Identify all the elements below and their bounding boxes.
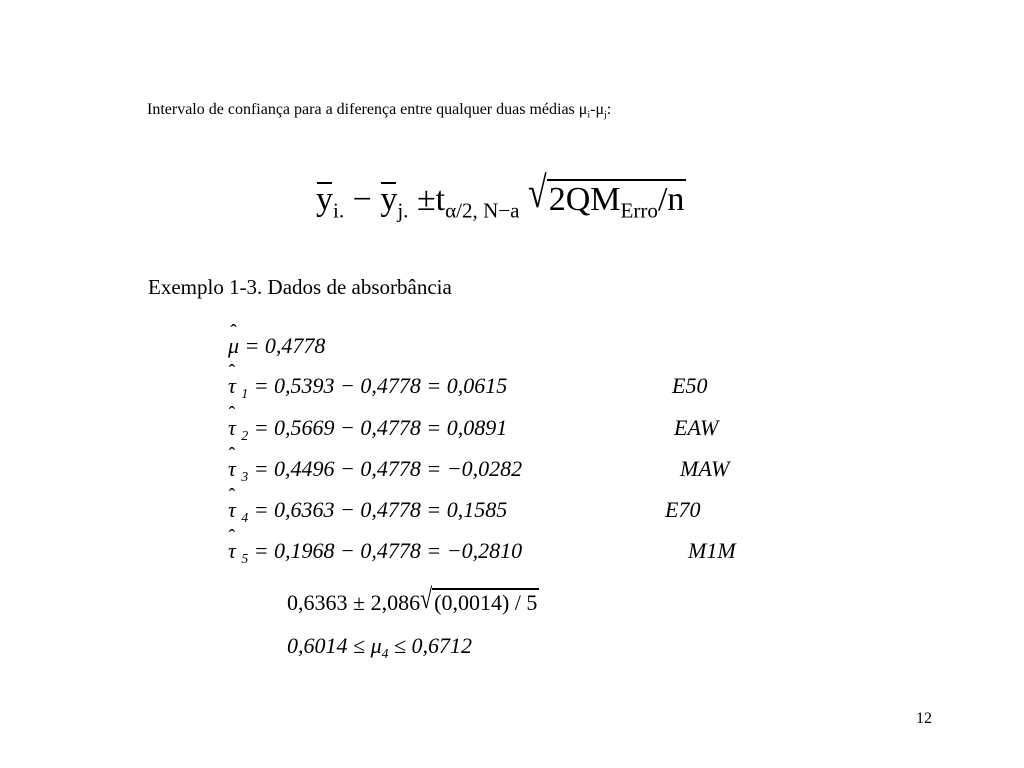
tau-hat-symbol: ˆ τ: [228, 497, 236, 523]
tau-expr: = 0,4496 − 0,4778 = −0,0282: [253, 456, 523, 481]
interval-result: [287, 633, 472, 659]
minus-sign: −: [352, 181, 372, 218]
page-number: 12: [916, 710, 932, 727]
tau-hat-symbol: ˆ τ: [228, 538, 236, 564]
estimate-tau-1: [228, 373, 708, 401]
interval-low: 0,6014 ≤: [287, 633, 366, 658]
tau-subscript: 3: [241, 468, 249, 484]
heading-dash: -: [590, 101, 596, 118]
tau-expr: = 0,1968 − 0,4778 = −0,2810: [253, 538, 523, 563]
ybar-j-sub: j.: [397, 198, 409, 223]
tau-hat-symbol: ˆ τ: [228, 456, 236, 482]
heading-colon: :: [606, 101, 612, 118]
sqrt-icon: √: [528, 169, 547, 218]
slide-heading: [147, 101, 611, 119]
treatment-label: E50: [672, 373, 708, 398]
mu-hat-symbol: ˆ μ: [228, 333, 239, 359]
interval-radicand: (0,0014) / 5: [434, 590, 538, 615]
ybar-j: y: [380, 181, 398, 218]
heading-mu-j: μ: [595, 101, 605, 118]
tau-subscript: 4: [241, 509, 249, 525]
slash-n: /n: [657, 181, 685, 218]
heading-mu-i: μ: [578, 101, 588, 118]
qm-text: 2QM: [548, 181, 621, 218]
sqrt-icon: √: [420, 582, 433, 615]
tau-hat-symbol: ˆ τ: [228, 373, 236, 399]
tau-expr: = 0,5393 − 0,4778 = 0,0615: [253, 373, 508, 398]
treatment-label: EAW: [674, 415, 719, 440]
tau-subscript: 5: [241, 550, 249, 566]
estimate-tau-5: [228, 538, 736, 566]
ybar-i-sub: i.: [333, 198, 345, 223]
interval-mu-sub: 4: [381, 645, 389, 661]
treatment-label: M1M: [688, 538, 736, 563]
treatment-label: E70: [665, 497, 701, 522]
interval-mu: μ: [370, 633, 382, 658]
interval-high: ≤ 0,6712: [393, 633, 473, 658]
tau-subscript: 1: [241, 385, 249, 401]
tau-hat-symbol: ˆ τ: [228, 415, 236, 441]
estimate-tau-4: [228, 497, 701, 525]
estimate-tau-3: [228, 456, 730, 484]
estimate-tau-2: [228, 415, 719, 443]
treatment-label: MAW: [680, 456, 730, 481]
t-symbol: t: [435, 181, 446, 218]
heading-text: Intervalo de confiança para a diferença entre qualquer duas médias: [147, 101, 579, 118]
interval-prefix: 0,6363 ± 2,086: [287, 590, 421, 615]
t-subscript: α/2, N−a: [445, 198, 520, 223]
tau-expr: = 0,6363 − 0,4778 = 0,1585: [253, 497, 508, 522]
sqrt-radicand: [547, 179, 687, 223]
tau-expr: = 0,5669 − 0,4778 = 0,0891: [253, 415, 508, 440]
ci-formula: [316, 169, 686, 223]
heading-sub-j: j: [604, 109, 607, 121]
heading-sub-i: i: [587, 109, 591, 121]
ybar-i: y: [316, 181, 333, 218]
mu-hat-expr: = 0,4778: [244, 333, 326, 358]
qm-subscript: Erro: [620, 198, 658, 223]
plus-minus-sign: ±: [416, 181, 436, 218]
example-title: Exemplo 1-3. Dados de absorbância: [148, 275, 452, 299]
estimate-mu: [228, 333, 325, 359]
interval-computation: [287, 582, 539, 616]
tau-subscript: 2: [241, 427, 249, 443]
